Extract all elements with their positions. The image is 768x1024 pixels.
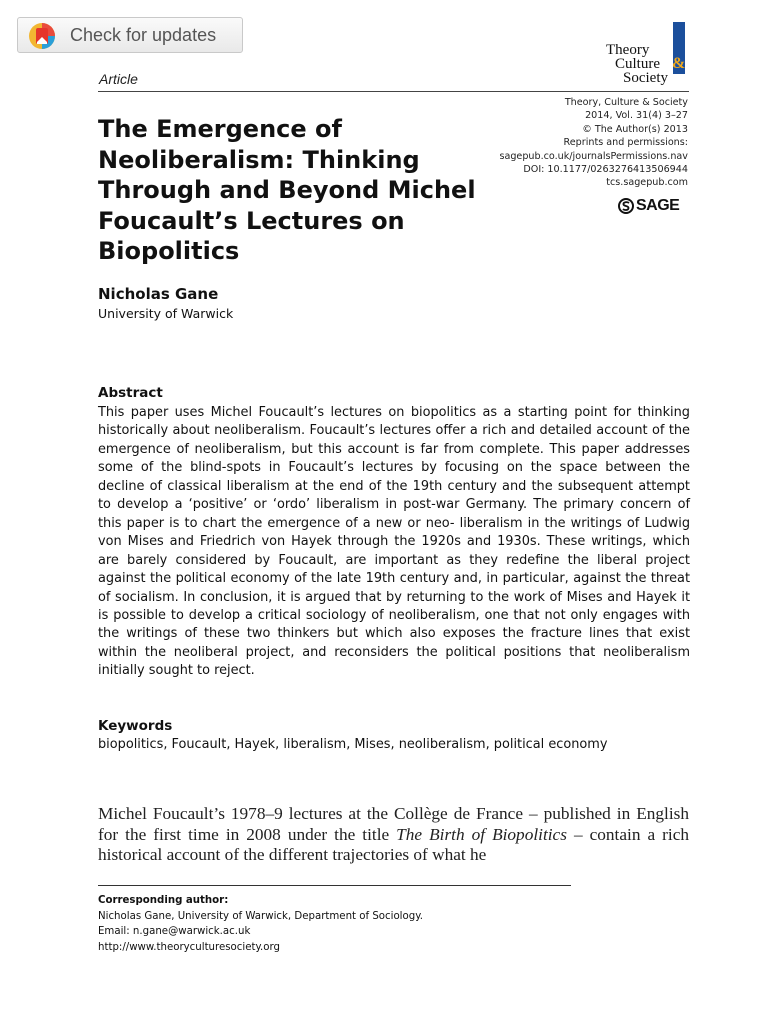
journal-logo-culture: Culture: [615, 56, 660, 72]
abstract-text: This paper uses Michel Foucault’s lectures on biopolitics as a starting point for thinking historically about neoliberalism. Foucault’s lectures offer a rich and detailed account of the emergence of neoliberalism, but this account is far from complete. This paper addresses some of the blind-spots in Foucault’s lectures by focusing on the space between the decline of classical liberalism at the end of the 19th century and the subsequent attempt to develop a ‘positive’ or ‘ordo’ liberalism in post-war Germany. The primary concern of this paper is to chart the emergence of a new or neo- liberalism in the writings of Ludwig von Mises and Friedrich von Hayek through the 1920s and 1930s. These writings, which are barely considered by Foucault, are important as they redefine the liberal project against the political economy of the late 19th century and, in particular, against the threat of socialism. In conclusion, it is argued that by returning to the work of Mises and Hayek it is possible to develop a critical sociology of neoliberalism, one that not only engages with the writings of these two thinkers but which also exposes the fracture lines that exist within the neoliberal project, and reconsiders the political positions that neoliberalism initially sought to reject.: [98, 405, 690, 679]
article-type-label: Article: [99, 71, 138, 87]
pub-info-doi[interactable]: DOI: 10.1177/0263276413506944: [523, 164, 688, 176]
pub-info-reprints: Reprints and permissions:: [563, 137, 688, 149]
footnote-author-line: Nicholas Gane, University of Warwick, Department of Sociology.: [98, 910, 424, 922]
sage-s-icon: [618, 198, 634, 214]
author-affiliation: University of Warwick: [98, 306, 234, 321]
footnote-website[interactable]: http://www.theoryculturesociety.org: [98, 941, 281, 953]
footnote-heading: Corresponding author:: [98, 895, 229, 906]
pub-info-volume: 2014, Vol. 31(4) 3–27: [585, 110, 688, 122]
journal-logo: [568, 40, 688, 90]
author-name: Nicholas Gane: [98, 285, 219, 303]
keywords-heading: Keywords: [98, 718, 173, 734]
keywords-text: biopolitics, Foucault, Hayek, liberalism, Mises, neoliberalism, political economy: [98, 737, 608, 752]
check-for-updates-label: Check for updates: [70, 25, 217, 45]
footnote-email[interactable]: Email: n.gane@warwick.ac.uk: [98, 926, 251, 937]
sage-publisher-logo: [618, 197, 688, 215]
sage-logo-text: SAGE: [636, 197, 680, 214]
pub-info-copyright: © The Author(s) 2013: [582, 123, 688, 135]
publication-info: [499, 96, 688, 190]
bookmark-icon: [28, 22, 56, 50]
body-text-book-title: The Birth of Biopolitics: [396, 824, 567, 844]
journal-logo-society: Society: [623, 70, 668, 86]
header-divider: [98, 91, 689, 92]
check-for-updates-button[interactable]: [17, 17, 243, 53]
body-paragraph: [98, 804, 689, 866]
body-text-part2: – contain a rich historical account of the different trajectories of what he: [98, 824, 689, 864]
footnote-divider: [98, 885, 571, 886]
pub-info-journal-url[interactable]: tcs.sagepub.com: [606, 177, 688, 189]
abstract-heading: Abstract: [98, 385, 163, 401]
paper-title: The Emergence of Neoliberalism: Thinking Through and Beyond Michel Foucault’s Lectures on Biopolitics: [98, 115, 476, 265]
journal-logo-theory: Theory: [606, 42, 650, 58]
pub-info-permissions-link[interactable]: sagepub.co.uk/journalsPermissions.nav: [499, 150, 688, 162]
journal-logo-ampersand: &: [672, 55, 686, 72]
corresponding-author-footnote: [98, 893, 423, 955]
body-text-part1: Michel Foucault’s 1978–9 lectures at the Collège de France – published in English for the first time in 2008 under the title: [98, 804, 689, 844]
pub-info-journal: Theory, Culture & Society: [564, 97, 688, 108]
